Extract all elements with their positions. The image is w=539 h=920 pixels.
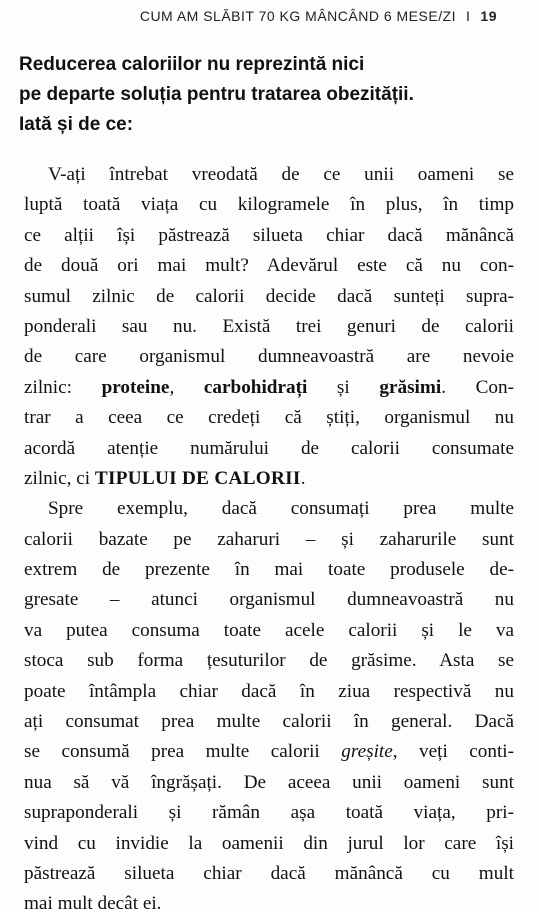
p2-line-14: mai mult decât ei. — [24, 893, 162, 915]
p2-line-11: supraponderali și rămân așa toată viața, pri- — [24, 802, 514, 824]
p1-line-7: de care organismul dumneavoastră are nevoie — [24, 346, 514, 368]
p1-line-1: V-ați întrebat vreodată de ce unii oameni se — [48, 164, 514, 185]
book-title: CUM AM SLĂBIT 70 KG MÂNCÂND 6 MESE/ZI — [139, 8, 457, 24]
term-proteine: proteine — [101, 376, 170, 398]
running-header — [140, 8, 497, 24]
p2-line-6: stoca sub forma țesuturilor de grăsime. Asta se — [24, 650, 514, 672]
p1-line-11 — [24, 464, 514, 494]
p2-line-9-pre: se consumă prea multe calorii — [24, 741, 342, 763]
page-number: 19 — [480, 8, 497, 24]
p1-line-8-pre: zilnic: — [24, 376, 102, 398]
header-separator: I — [466, 8, 471, 24]
p1-line-8-mid: și — [307, 376, 380, 398]
p2-line-3: extrem de prezente în mai toate produsele de- — [24, 559, 514, 581]
p1-line-10: acordă atenție numărului de calorii consumate — [24, 437, 514, 459]
body-text — [24, 160, 515, 920]
section-heading — [19, 50, 509, 140]
p2-line-4: gresate – atunci organismul dumneavoastră nu — [24, 589, 514, 611]
p2-line-12: vind cu invidie la oamenii din jurul lor care își — [24, 832, 514, 854]
p1-line-8-post: . Con- — [441, 376, 515, 398]
p2-line-9-post: , veți conti- — [392, 741, 514, 763]
p1-line-5: sumul zilnic de calorii decide dacă sunteți supra- — [24, 285, 514, 307]
p1-line-6: ponderali sau nu. Există trei genuri de calorii — [24, 315, 514, 337]
p1-line-2: luptă toată viața cu kilogramele în plus, în timp — [24, 194, 514, 216]
p2-line-2: calorii bazate pe zaharuri – și zaharurile sunt — [24, 528, 514, 550]
p1-line-8 — [24, 373, 514, 403]
p1-line-8-comma: , — [169, 376, 204, 398]
term-tipului-de-calorii: TIPULUI DE CALORII — [94, 467, 301, 489]
p2-line-5: va putea consuma toate acele calorii și le va — [24, 619, 514, 641]
p1-line-9: trar a ceea ce credeți că știți, organismul nu — [24, 407, 514, 429]
term-carbohidrati: carbohidrați — [203, 376, 308, 398]
paragraph-1 — [24, 160, 515, 494]
p1-line-4: de două ori mai mult? Adevărul este că nu con- — [24, 255, 514, 277]
heading-line-3: Iată și de ce: — [19, 114, 134, 135]
heading-line-1: Reducerea caloriilor nu reprezintă nici — [19, 54, 365, 75]
p2-line-13: păstrează silueta chiar dacă mănâncă cu mult — [24, 862, 514, 884]
term-grasimi: grăsimi — [379, 376, 442, 398]
p2-line-7: poate întâmpla chiar dacă în ziua respectivă nu — [24, 680, 514, 702]
p1-line-3: ce alții își păstrează silueta chiar dacă mănâncă — [24, 224, 514, 246]
heading-line-2: pe departe soluția pentru tratarea obezității. — [19, 84, 414, 105]
p2-line-10: nua să vă îngrășați. De aceea unii oameni sunt — [24, 771, 514, 793]
paragraph-2 — [24, 494, 514, 919]
p2-line-1: Spre exemplu, dacă consumați prea multe — [48, 498, 514, 520]
p1-line-11-post: . — [300, 467, 306, 489]
p2-line-8: ați consumat prea multe calorii în general. Dacă — [24, 711, 514, 733]
term-gresite: greșite — [341, 741, 393, 763]
p2-line-9 — [24, 737, 514, 767]
p1-line-11-pre: zilnic, ci — [24, 467, 95, 489]
